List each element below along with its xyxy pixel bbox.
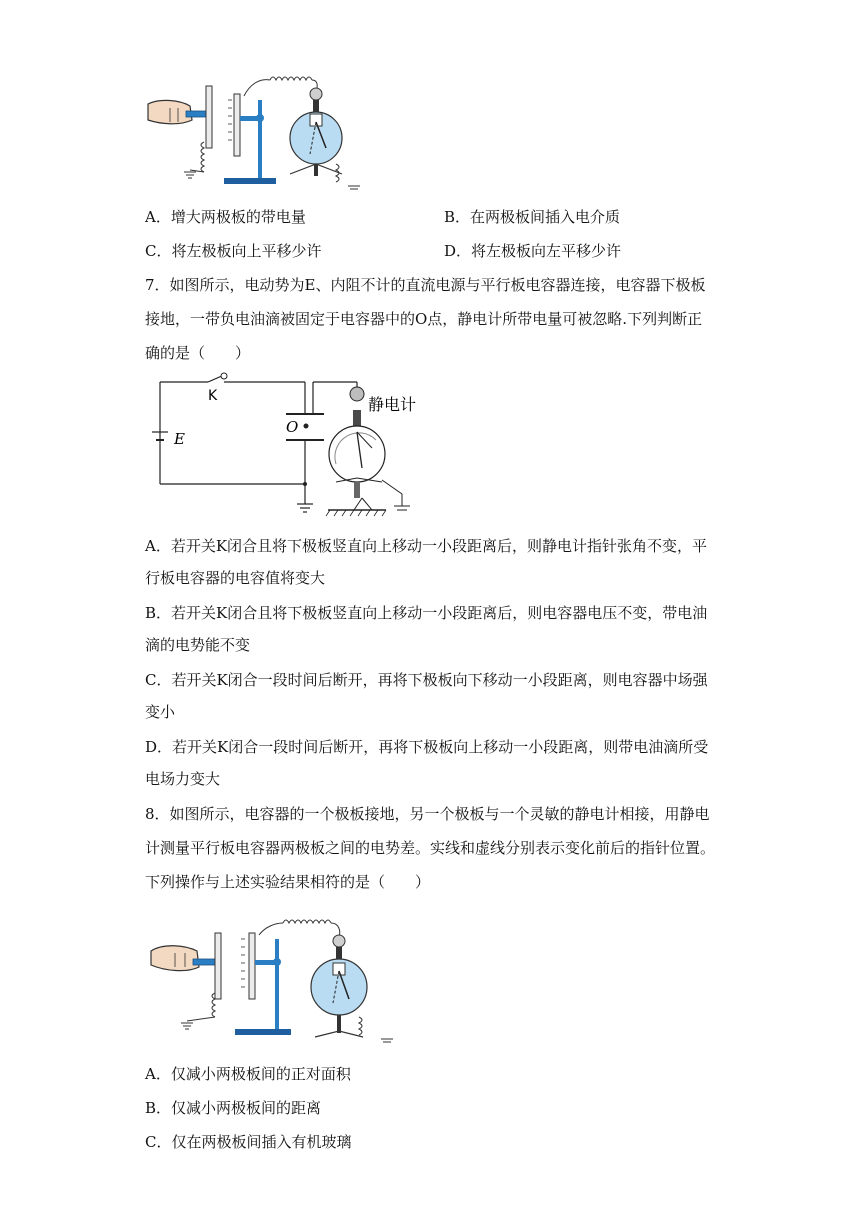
electroscope-knob	[333, 935, 345, 947]
electroscope-label: 静电计	[368, 395, 417, 414]
stand-base	[235, 1029, 291, 1035]
q7-option-a-line-2: 行板电容器的电容值将变大	[145, 569, 326, 587]
left-plate	[206, 86, 212, 148]
q8-option-b: B．仅减小两极板间的距离	[145, 1099, 322, 1117]
q7-option-b-line-1: B．若开关K闭合且将下极板竖直向上移动一小段距离后，则电容器电压不变，带电油	[145, 604, 708, 622]
oil-drop-point	[304, 424, 309, 429]
question-8-stem-line-1: 8．如图所示，电容器的一个极板接地，另一个极板与一个灵敏的静电计相接，用静电	[145, 805, 710, 823]
source-label: E	[174, 430, 185, 448]
question-8-stem-line-3: 下列操作与上述实验结果相符的是（ ）	[145, 873, 431, 891]
insulating-rod	[193, 959, 217, 965]
q7-option-a-line-1: A．若开关K闭合且将下极板竖直向上移动一小段距离后，则静电计指针张角不变，平	[145, 537, 708, 555]
circuit-figure	[150, 370, 440, 525]
q7-option-b-line-2: 滴的电势能不变	[145, 636, 251, 654]
question-7-stem-line-1: 7．如图所示，电动势为E、内阻不计的直流电源与平行板电容器连接，电容器下极板	[145, 276, 706, 294]
electroscope-knob	[310, 88, 322, 100]
q7-option-c-line-2: 变小	[145, 703, 176, 721]
point-label: O	[286, 418, 299, 436]
q7-option-d-line-1: D．若开关K闭合一段时间后断开，再将下极板向上移动一小段距离，则带电油滴所受	[145, 738, 709, 756]
question-8-stem-line-2: 计测量平行板电容器两极板之间的电势差。实线和虚线分别表示变化前后的指针位置。	[145, 839, 716, 857]
right-plate	[249, 933, 255, 999]
capacitor-electroscope-figure-1	[140, 64, 380, 194]
capacitor-electroscope-figure-2	[145, 905, 405, 1045]
q8-option-c: C．仅在两极板间插入有机玻璃	[145, 1133, 352, 1151]
option-d: D．将左极板向左平移少许	[444, 242, 622, 260]
q7-option-d-line-2: 电场力变大	[145, 770, 221, 788]
right-plate	[234, 94, 240, 156]
question-7-stem-line-3: 确的是（ ）	[145, 344, 251, 362]
q7-option-c-line-1: C．若开关K闭合一段时间后断开，再将下极板向下移动一小段距离，则电容器中场强	[145, 671, 708, 689]
switch-label: K	[208, 388, 218, 404]
question-7-stem-line-2: 接地，一带负电油滴被固定于电容器中的O点，静电计所带电量可被忽略.下列判断正	[145, 310, 703, 328]
option-b: B．在两极板间插入电介质	[444, 208, 621, 226]
option-c: C．将左极板向上平移少许	[145, 242, 322, 260]
insulating-rod	[186, 111, 208, 117]
stand-base	[224, 178, 276, 184]
left-plate	[215, 933, 221, 999]
option-a: A．增大两极板的带电量	[145, 208, 306, 226]
q8-option-a: A．仅减小两极板间的正对面积	[145, 1065, 351, 1083]
